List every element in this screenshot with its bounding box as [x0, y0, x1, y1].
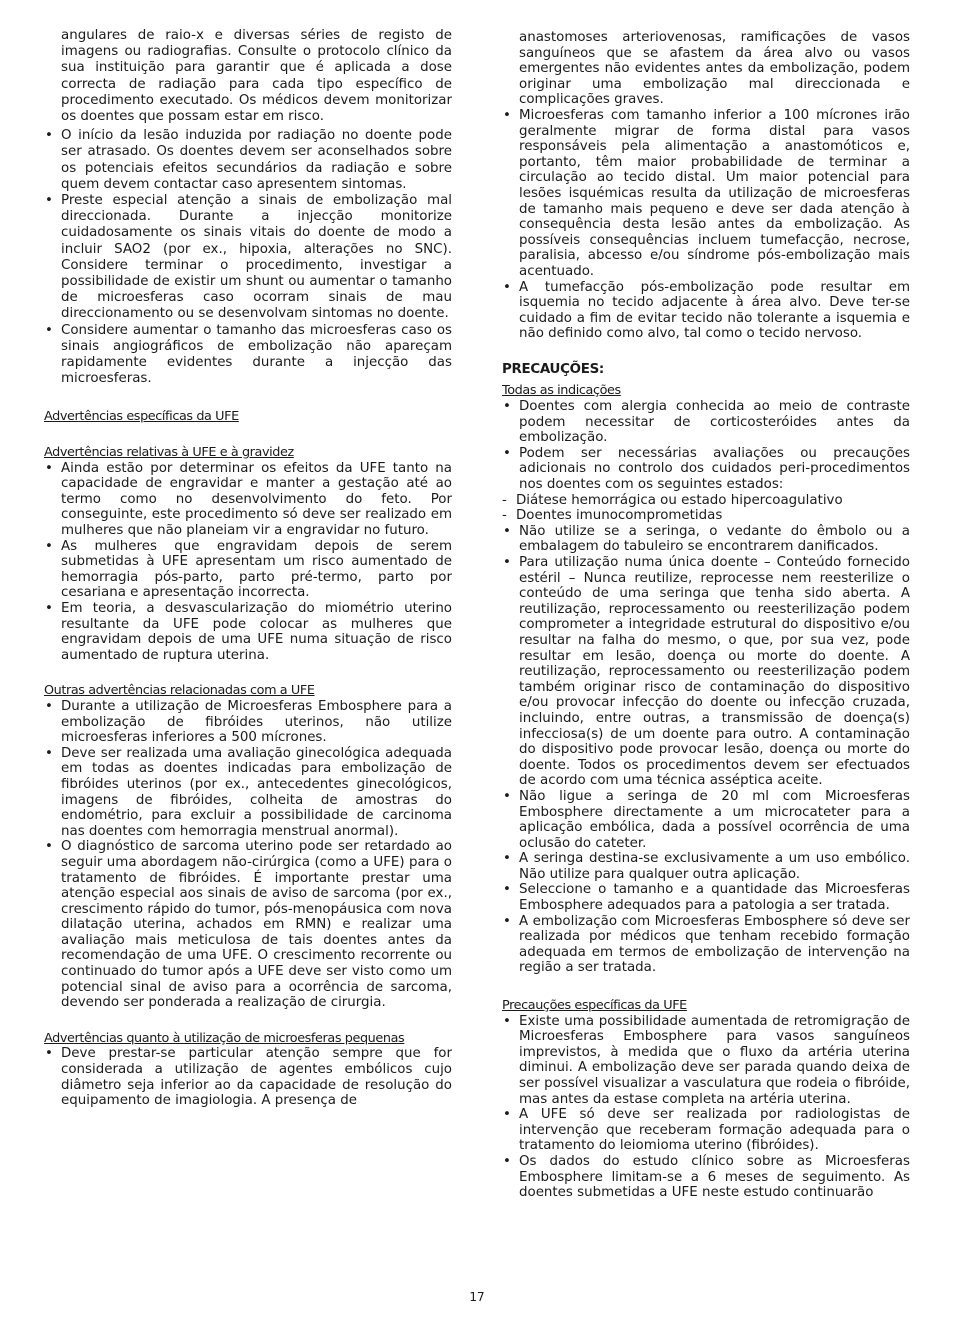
subheading-small-microspheres: Advertências quanto à utilização de microesferas pequenas [44, 1030, 405, 1046]
list-item: • Considere aumentar o tamanho das microesferas caso os sinais angiográficos de embolização não apareçam rapidamente evidentes durante a injecção das microesferas. [45, 322, 452, 387]
list-item: • O início da lesão induzida por radiação no doente pode ser atrasado. Os doentes devem ser aconselhados sobre os potenciais efeitos secundários da radiação e sobre quem devem contactar caso apresentem sintomas. [45, 128, 452, 192]
list-item: • Para utilização numa única doente – Conteúdo fornecido estéril – Nunca reutilize, reprocesse nem reesterilize o conteúdo de uma seringa que tenha sido aberta. A reutilização, reprocessamento ou reesterilização podem comprometer a integridade estrutural do dispositivo e/ou resultar na falha do mesmo, o que, por sua vez, pode resultar em lesão, doença ou morte do doente. A reutilização, reprocessamento ou reesterilização podem também originar risco de contaminação do dispositivo e/ou provocar infecção do doente ou infecção cruzada, incluindo, entre outras, a transmissão de doença(s) infecciosa(s) de um doente para outro. A contaminação do dispositivo pode provocar lesão, doença ou morte do doente. Todos os procedimentos devem ser efectuados de acordo com uma técnica asséptica aceite. [503, 555, 910, 789]
list-item: • As mulheres que engravidam depois de serem submetidas à UFE apresentam um risco aumentado de hemorragia pós-parto, parto pré-termo, parto por cesariana e apresentação incorrecta. [45, 538, 452, 601]
left-column [44, 28, 452, 1109]
list-item: • Não utilize se a seringa, o vedante do êmbolo ou a embalagem do tabuleiro se encontrarem danificados. [503, 523, 910, 555]
list-item: • Preste especial atenção a sinais de embolização mal direccionada. Durante a injecção monitorize cuidadosamente os sinais vitais do doente de modo a incluir SAO2 (por ex., hipoxia, alterações no SNC). Considere terminar o procedimento, investigar a possibilidade de existir um shunt ou aumentar o tamanho de microesferas caso ocorram sinais de mau direccionamento ou se desenvolvam sintomas no doente. [45, 193, 452, 322]
list-item: • Microesferas com tamanho inferior a 100 mícrones irão geralmente migrar de forma distal para vasos responsáveis pela alimentação a anastomóticos e, portanto, têm maior probabilidade de terminar a circulação ao tecido distal. Um maior potencial para lesões isquémicas resulta da utilização de microesferas de tamanho mais pequeno e deve ser dada atenção à consequência desta lesão antes da embolização. As possíveis consequências incluem tumefacção, necrose, paralisia, abcesso e/ou síndrome pós-embolização mais acentuado. [503, 107, 910, 279]
intro-paragraph: angulares de raio-x e diversas séries de registo de imagens ou radiografias. Consulte o protocolo clínico da sua instituição para garantir que é aplicada a dose correcta de radiação para cada tipo específico de procedimento executado. Os médicos devem monitorizar os doentes que possam estar em risco. [61, 28, 452, 125]
list-item: • Os dados do estudo clínico sobre as Microesferas Embosphere limitam-se a 6 meses de seguimento. As doentes submetidas a UFE neste estudo continuarão [503, 1153, 910, 1201]
list-item: • Durante a utilização de Microesferas Embosphere para a embolização de fibróides uterinos, não utilize microesferas inferiores a 500 mícrones. [45, 698, 452, 746]
list-item: • O diagnóstico de sarcoma uterino pode ser retardado ao seguir uma abordagem não-cirúrgica (como a UFE) para o tratamento de fibróides. É importante prestar uma atenção especial aos sinais de aviso de sarcoma (por ex., crescimento rápido do tumor, pós-menopáusica com nova dilatação uterina, achados em RMN) e realizar uma avaliação mais meticulosa de tais doentes antes da recomendação de uma UFE. O crescimento recorrente ou continuado do tumor após a UFE deve ser visto como um potencial sinal de aviso para a ocorrência de sarcoma, devendo ser ponderada a realização de cirurgia. [45, 839, 453, 1011]
list-item: • A UFE só deve ser realizada por radiologistas de intervenção que receberam formação adequada para o tratamento do leiomioma uterino (fibróides). [503, 1107, 910, 1154]
list-item: • A seringa destina-se exclusivamente a um uso embólico. Não utilize para qualquer outra aplicação. [503, 851, 910, 882]
subheading-pregnancy: Advertências relativas à UFE e à gravidez [44, 445, 294, 461]
list-item: • Deve prestar-se particular atenção sempre que for considerada a utilização de agentes embólicos cujo diâmetro seja inferior ao da capacidade de resolução do equipamento de imagiologia. A presença de [45, 1046, 452, 1109]
right-column [502, 30, 910, 1201]
subheading-other-warnings: Outras advertências relacionadas com a UFE [44, 683, 315, 699]
subheading-all-indications: Todas as indicações [502, 383, 621, 399]
list-item: • Em teoria, a desvascularização do miométrio uterino resultante da UFE pode colocar as mulheres que engravidam depois de uma UFE numa situação de risco aumentado de ruptura uterina. [45, 601, 452, 663]
list-item: • A tumefacção pós-embolização pode resultar em isquemia no tecido adjacente à área alvo. Deve ter-se cuidado a fim de evitar tecido não tolerante a isquemia e não definido como alvo, tal como o tecido nervoso. [503, 279, 910, 342]
list-item: • A embolização com Microesferas Embosphere só deve ser realizada por médicos que tenham recebido formação adequada em termos de embolização de intervenção na região a ser tratada. [503, 913, 910, 976]
list-item: • Existe uma possibilidade aumentada de retromigração de Microesferas Embosphere para vasos sanguíneos imprevistos, à medida que o fluxo da artéria uterina diminui. A embolização deve ser parada quando deixa de ser possível visualizar a vasculatura que rodeia o fibróide, mas antes da estase completa na artéria uterina. [503, 1013, 910, 1107]
subheading-ufe-precautions: Precauções específicas da UFE [502, 998, 687, 1014]
section-heading-precautions: PRECAUÇÕES: [502, 361, 604, 377]
subheading-ufe-warnings: Advertências específicas da UFE [44, 409, 239, 425]
list-item: • Ainda estão por determinar os efeitos da UFE tanto na capacidade de engravidar e manter a gestação até ao termo como no desenvolvimento do feto. Por conseguinte, este procedimento só deve ser realizado em mulheres que não planeiam vir a engravidar no futuro. [45, 460, 452, 539]
page-number: 17 [469, 1290, 485, 1304]
dash-item: - Doentes imunocomprometidas [502, 508, 723, 524]
list-item: • Podem ser necessárias avaliações ou precauções adicionais no controlo dos cuidados peri-procedimentos nos doentes com os seguintes estados: [503, 445, 910, 493]
list-item: • Deve ser realizada uma avaliação ginecológica adequada em todas as doentes indicadas para embolização de fibróides uterinos (por ex., antecedentes ginecológicos, imagens de fibróides, colheita de amostras do endométrio, para excluir a possibilidade de carcinoma nas doentes com hemorragia menstrual anormal). [45, 745, 452, 839]
dash-item: - Diátese hemorrágica ou estado hipercoagulativo [502, 492, 843, 508]
list-item: • Doentes com alergia conhecida ao meio de contraste podem necessitar de corticosteróides antes da embolização. [503, 399, 910, 446]
list-item: • Seleccione o tamanho e a quantidade das Microesferas Embosphere adequados para a patologia a ser tratada. [503, 882, 910, 914]
list-item: • Não ligue a seringa de 20 ml com Microesferas Embosphere directamente a um microcateter para a aplicação embólica, dada a possível ocorrência de uma oclusão do cateter. [503, 788, 910, 851]
continuation-paragraph: anastomoses arteriovenosas, ramificações de vasos sanguíneos que se afastem da área alvo ou vasos emergentes não evidentes antes da embolização, podem originar uma embolização mal direccionada e complicações graves. [519, 30, 910, 108]
